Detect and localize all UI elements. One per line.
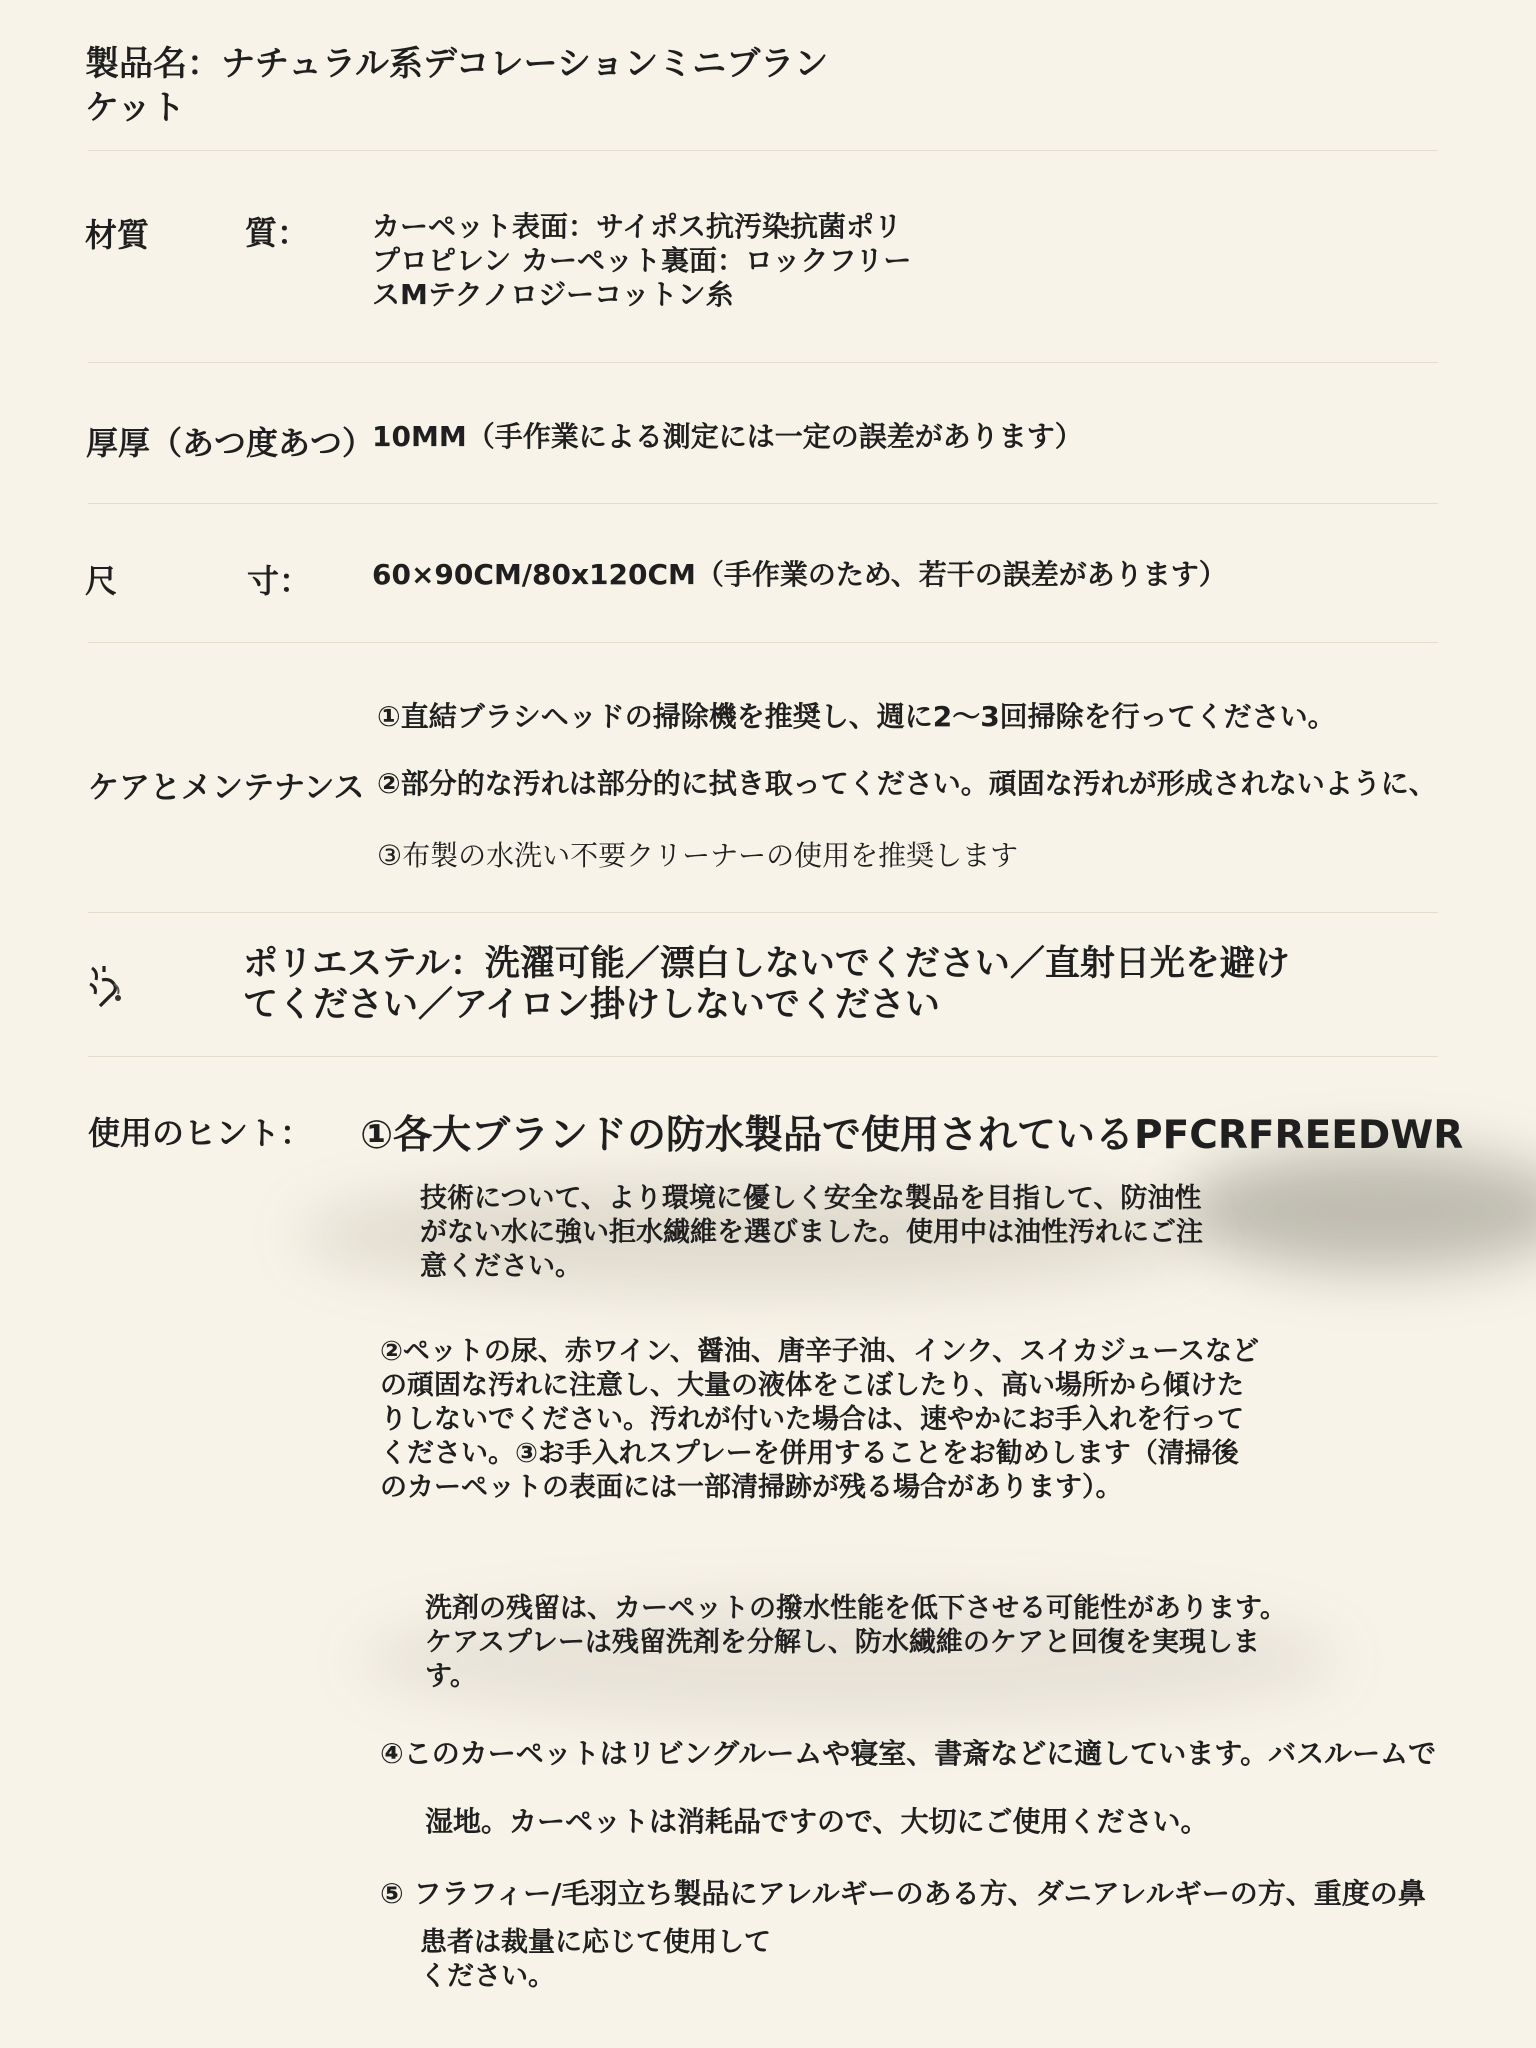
hint-paragraph-4: ④このカーペットはリビングルームや寝室、書斎などに適しています。バスルームで bbox=[380, 1737, 1437, 1770]
wash-care-icon bbox=[88, 958, 132, 1008]
hints-heading: ①各大ブランドの防水製品で使用されているPFCRFREEDWR bbox=[360, 1113, 1464, 1158]
shadow-smudge bbox=[1180, 1150, 1536, 1270]
divider bbox=[88, 362, 1438, 363]
divider bbox=[88, 642, 1438, 643]
thickness-label: 厚厚（あつ度あつ） bbox=[86, 424, 375, 462]
thickness-value: 10MM（手作業による測定には一定の誤差があります） bbox=[372, 420, 1083, 453]
care-item-2: ②部分的な汚れは部分的に拭き取ってください。頑固な汚れが形成されないように、 bbox=[377, 767, 1437, 800]
material-value: カーペット表面：サイポス抗汚染抗菌ポリプロピレン カーペット裏面：ロックフリースMテクノロジーコットン糸 bbox=[372, 210, 912, 311]
care-item-3: ③布製の水洗い不要クリーナーの使用を推奨します bbox=[377, 839, 1019, 872]
hint-paragraph-2: ②ペットの尿、赤ワイン、醤油、唐辛子油、インク、スイカジュースなどの頑固な汚れに注意し、大量の液体をこぼしたり、高い場所から傾けたりしないでください。汚れが付いた場合は、速やかにお手入れを行ってください。③お手入れスプレーを併用することをお勧めします（清掃後のカーペットの表面には一部清掃跡が残る場合があります）。 bbox=[380, 1336, 1260, 1503]
divider bbox=[88, 503, 1438, 504]
hints-label: 使用のヒント： bbox=[88, 1114, 313, 1152]
product-title: 製品名：ナチュラル系デコレーションミニブランケット bbox=[85, 44, 829, 128]
hint-paragraph-5-cont: 患者は裁量に応じて使用してください。 bbox=[420, 1927, 771, 1992]
material-label-colon: 質： bbox=[245, 214, 310, 252]
care-label: ケアとメンテナンス bbox=[88, 770, 365, 806]
hint-paragraph-4-cont: 湿地。カーペットは消耗品ですので、大切にご使用ください。 bbox=[425, 1805, 1209, 1838]
hint-paragraph-1: 技術について、より環境に優しく安全な製品を目指して、防油性がない水に強い拒水繊維を選びました。使用中は油性汚れにご注意ください。 bbox=[420, 1183, 1203, 1282]
hint-paragraph-3: 洗剤の残留は、カーペットの撥水性能を低下させる可能性があります。ケアスプレーは残留洗剤を分解し、防水繊維のケアと回復を実現します。 bbox=[425, 1593, 1287, 1692]
size-label-colon: 寸： bbox=[247, 562, 312, 600]
divider bbox=[88, 912, 1438, 913]
washing-instructions: ポリエステル：洗濯可能／漂白しないでください／直射日光を避けてください／アイロン掛けしないでください bbox=[243, 944, 1290, 1025]
size-label: 尺 bbox=[85, 562, 118, 600]
hint-paragraph-5: ⑤ フラフィー/毛羽立ち製品にアレルギーのある方、ダニアレルギーの方、重度の鼻 bbox=[380, 1877, 1426, 1910]
divider bbox=[88, 1056, 1438, 1057]
material-label: 材質 bbox=[85, 216, 150, 254]
care-item-1: ①直結ブラシヘッドの掃除機を推奨し、週に2〜3回掃除を行ってください。 bbox=[377, 700, 1336, 733]
divider bbox=[88, 150, 1438, 151]
size-value: 60×90CM/80x120CM（手作業のため、若干の誤差があります） bbox=[372, 558, 1227, 591]
